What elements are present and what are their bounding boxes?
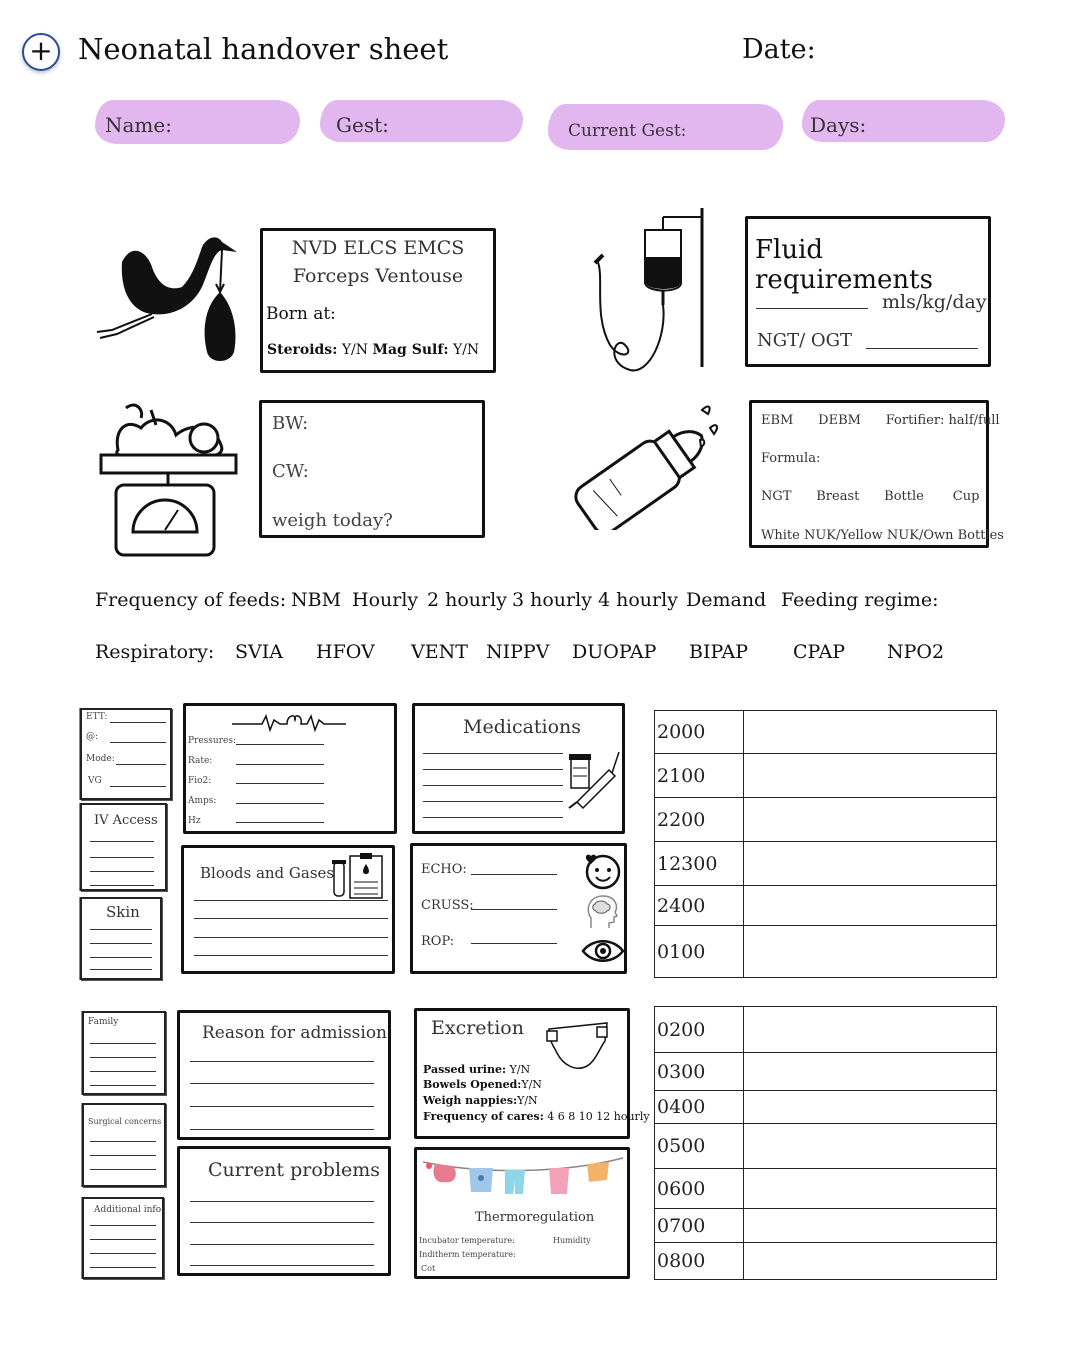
cot-label: Cot [421, 1264, 436, 1273]
freq-4-hourly[interactable]: 4 hourly [598, 589, 678, 611]
vial-syringe-icon [563, 750, 621, 810]
gest-label: Gest: [336, 113, 389, 137]
time-cell: 0600 [655, 1169, 744, 1209]
time-entry[interactable] [744, 1169, 997, 1209]
time-cell: 2400 [655, 886, 744, 926]
frequency-of-cares: Frequency of cares: 4 6 8 10 12 hourly [423, 1110, 650, 1123]
resp-cpap[interactable]: CPAP [793, 641, 846, 663]
stork-icon [92, 222, 242, 372]
time-entry[interactable] [744, 842, 997, 886]
resp-npo2[interactable]: NPO2 [887, 641, 945, 663]
medications-box [412, 703, 625, 834]
fluid-title: Fluid requirements [755, 235, 933, 295]
name-label: Name: [105, 113, 172, 137]
cruss-label: CRUSS: [421, 898, 474, 913]
resp-svia[interactable]: SVIA [235, 641, 283, 663]
heartbeat-icon [232, 710, 346, 734]
hourly-table-top [654, 710, 997, 978]
time-cell: 0200 [655, 1007, 744, 1053]
time-entry[interactable] [744, 1091, 997, 1124]
time-cell: 0800 [655, 1243, 744, 1280]
inditherm-temp-label: Inditherm temperature: [419, 1250, 516, 1259]
time-entry[interactable] [744, 711, 997, 754]
clothesline-icon [421, 1152, 625, 1204]
current-gest-field[interactable] [548, 104, 783, 150]
rop-label: ROP: [421, 934, 455, 949]
born-at-label: Born at: [266, 304, 336, 324]
ventilation-params-box: Pressures: Rate: Fio2: Amps: Hz [183, 703, 397, 834]
time-entry[interactable] [744, 926, 997, 978]
feeding-bottle-icon [550, 400, 730, 530]
freq-demand[interactable]: Demand [686, 589, 767, 611]
freq-2-hourly[interactable]: 2 hourly [427, 589, 507, 611]
feeding-row-3: NGT Breast Bottle Cup [761, 489, 980, 504]
hourly-table-bottom [654, 1006, 997, 1280]
time-entry[interactable] [744, 1124, 997, 1169]
weight-box [259, 400, 485, 538]
family-box: Family [82, 1011, 166, 1095]
time-entry[interactable] [744, 1209, 997, 1243]
days-field[interactable] [802, 100, 1005, 142]
delivery-mode: NVD ELCS EMCS [291, 237, 465, 259]
thermoregulation-box [414, 1147, 630, 1279]
iv-drip-icon [585, 205, 715, 380]
time-cell: 0700 [655, 1209, 744, 1243]
days-label: Days: [810, 113, 867, 137]
reason-admission-box [177, 1010, 391, 1140]
feeding-row-1: EBM DEBM Fortifier: half/full [761, 413, 1000, 428]
medications-title: Medications [463, 716, 582, 738]
humidity-label: Humidity [553, 1236, 591, 1245]
additional-info-box: Additional info [82, 1197, 164, 1279]
time-cell: 2200 [655, 798, 744, 842]
bowels-opened: Bowels Opened:Y/N [423, 1078, 542, 1091]
surgical-concerns-box: Surgical concerns [82, 1103, 166, 1187]
birth-weight-label: BW: [272, 413, 309, 434]
name-field[interactable] [95, 100, 300, 144]
excretion-title: Excretion [431, 1017, 524, 1039]
nappy-icon [545, 1019, 611, 1075]
thermo-title: Thermoregulation [475, 1210, 595, 1225]
skin-box: Skin [80, 897, 162, 980]
brain-head-icon [583, 892, 623, 932]
add-button[interactable] [22, 33, 60, 71]
feeding-box [749, 400, 1004, 548]
current-problems-title: Current problems [208, 1159, 381, 1181]
time-cell: 0300 [655, 1053, 744, 1091]
time-cell: 0100 [655, 926, 744, 978]
time-entry[interactable] [744, 886, 997, 926]
fluid-unit: mls/kg/day [882, 291, 987, 313]
frequency-label: Frequency of feeds: [95, 589, 287, 611]
echo-label: ECHO: [421, 862, 467, 877]
plus-icon: + [29, 34, 53, 67]
resp-nippv[interactable]: NIPPV [486, 641, 550, 663]
freq-3-hourly[interactable]: 3 hourly [512, 589, 592, 611]
resp-duopap[interactable]: DUOPAP [572, 641, 657, 663]
weigh-nappies: Weigh nappies:Y/N [423, 1094, 538, 1107]
formula-label: Formula: [761, 451, 821, 466]
instrument-mode: Forceps Ventouse [292, 265, 464, 287]
weigh-today-label: weigh today? [272, 510, 393, 531]
iv-access-box: IV Access [80, 803, 167, 891]
time-entry[interactable] [744, 1007, 997, 1053]
resp-bipap[interactable]: BIPAP [689, 641, 749, 663]
date-label: Date: [742, 34, 816, 65]
resp-hfov[interactable]: HFOV [316, 641, 375, 663]
birth-details-box [260, 228, 496, 373]
freq-hourly[interactable]: Hourly [352, 589, 419, 611]
baby-face-icon [583, 850, 623, 890]
screening-box [410, 843, 627, 974]
time-cell: 12300 [655, 842, 744, 886]
freq-nbm[interactable]: NBM [291, 589, 342, 611]
incubator-temp-label: Incubator temperature: [419, 1236, 515, 1245]
ett-box: ETT: @: Mode: VG [80, 708, 172, 800]
feeding-regime-label: Feeding regime: [781, 589, 939, 611]
respiratory-label: Respiratory: [95, 641, 215, 663]
excretion-box [414, 1008, 650, 1139]
time-cell: 0400 [655, 1091, 744, 1124]
fluid-requirements-box [745, 216, 991, 367]
eye-icon [581, 936, 625, 966]
ngt-ogt-label: NGT/ OGT [757, 330, 853, 351]
page-title: Neonatal handover sheet [78, 32, 449, 66]
passed-urine: Passed urine: Y/N [423, 1063, 531, 1076]
bottle-type-label: White NUK/Yellow NUK/Own Bottles [761, 528, 1004, 543]
bloods-gases-box [181, 845, 395, 974]
time-cell: 2000 [655, 711, 744, 754]
current-gest-label: Current Gest: [568, 121, 687, 141]
time-entry[interactable] [744, 798, 997, 842]
time-entry[interactable] [744, 754, 997, 798]
time-entry[interactable] [744, 1243, 997, 1280]
steroids-row: Steroids: Y/N Mag Sulf: Y/N [267, 342, 480, 358]
current-problems-box [177, 1146, 391, 1276]
resp-vent[interactable]: VENT [411, 641, 468, 663]
gest-field[interactable] [320, 100, 523, 142]
time-entry[interactable] [744, 1053, 997, 1091]
current-weight-label: CW: [272, 461, 309, 482]
clipboard-icon [332, 852, 386, 900]
baby-scale-icon [96, 400, 241, 562]
bloods-title: Bloods and Gases [200, 864, 335, 882]
time-cell: 2100 [655, 754, 744, 798]
reason-title: Reason for admission [202, 1023, 388, 1043]
time-cell: 0500 [655, 1124, 744, 1169]
